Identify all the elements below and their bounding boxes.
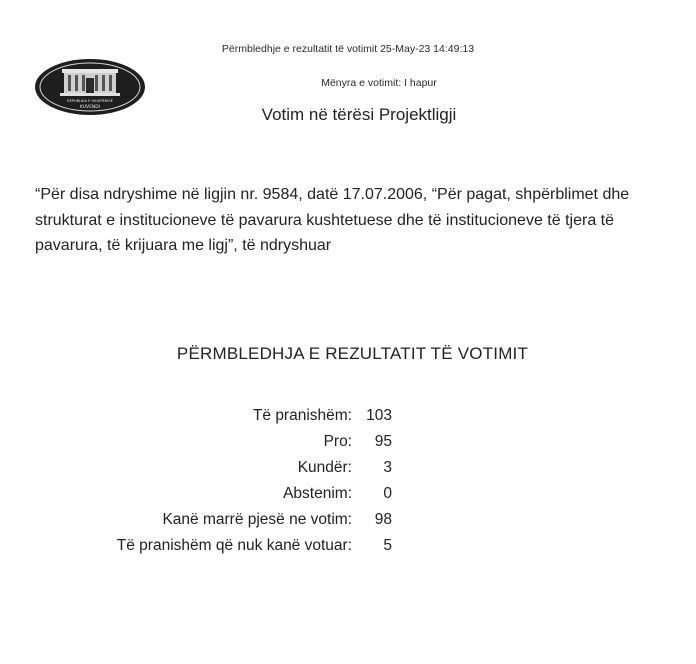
result-row-abstain (40, 481, 460, 507)
summary-header-line: Përmbledhje e rezultatit të votimit 25-May-23 14:49:13 (221, 43, 475, 55)
result-value: 98 (374, 511, 392, 528)
result-value: 0 (383, 485, 392, 502)
document-title: Votim në tërësi Projektligji (261, 105, 457, 124)
result-label: Të pranishëm: (252, 407, 352, 424)
result-value: 103 (366, 407, 392, 424)
result-row-participated (40, 507, 460, 533)
result-label: Kundër: (297, 459, 352, 476)
result-row-against (40, 455, 460, 481)
voting-mode-line: Mënyra e votimit: I hapur (321, 77, 437, 89)
result-label: Të pranishëm që nuk kanë votuar: (116, 537, 352, 554)
result-row-present (40, 403, 460, 429)
logo-bottom-text: KUVENDI (79, 105, 101, 110)
result-row-pro (40, 429, 460, 455)
bill-description: “Për disa ndryshime në ligjin nr. 9584, datë 17.07.2006, “Për pagat, shpërblimet dhe strukturat e institucioneve të pavarura kushtetuese dhe të institucioneve të tjera të pavarura, të krijuara me ligj”, të ndryshuar (35, 186, 630, 254)
results-table (40, 403, 460, 559)
result-label: Kanë marrë pjesë ne votim: (162, 511, 352, 528)
logo-top-text: REPUBLIKA E SHQIPËRISË (67, 99, 113, 103)
result-label: Pro: (323, 433, 352, 450)
result-value: 5 (383, 537, 392, 554)
result-row-present-not-voted (40, 533, 460, 559)
result-label: Abstenim: (283, 485, 352, 502)
result-value: 95 (374, 433, 392, 450)
result-value: 3 (383, 459, 392, 476)
results-heading: PËRMBLEDHJA E REZULTATIT TË VOTIMIT (176, 344, 529, 363)
